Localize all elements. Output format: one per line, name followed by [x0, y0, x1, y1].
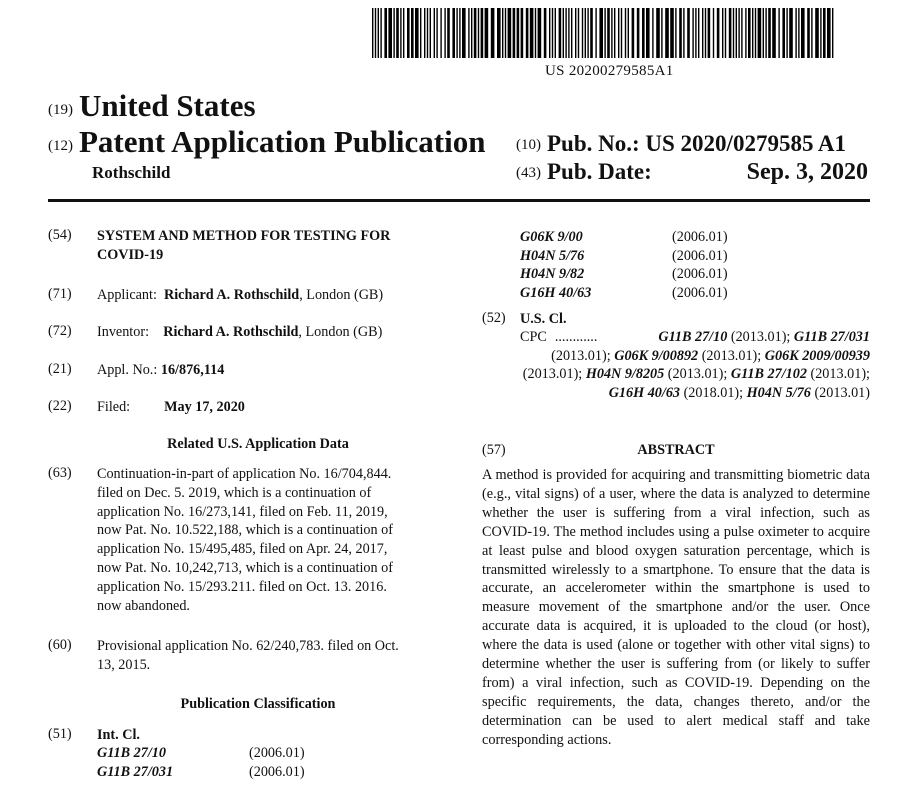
country-code: (19) — [48, 102, 73, 118]
applicant-field — [97, 286, 383, 305]
abstract-text: A method is provided for acquiring and transmitting biometric data (e.g., vital signs) of a user, where the data is analyzed to determine whether the user is suffering from a viral infection, such as COVID-19. The method includes using a pulse oximeter to acquire at least pulse and blood oxygen saturation percentage, which is transmitted wirelessly to a smartphone. To ensure that the data is accurate, an accelerometer within the smartphone is used to measure movement of the smartphone and/or the user. Once accurate data is acquired, it is uploaded to the cloud (or host), where the data is used (alone or together with other vital signs) to determine whether the user is suffering from (or likely to suffer from) a viral infection, such as COVID-19. Depending on the specific requirements, the data, changes thereto, and/or the determination can be used to alert medical staff and take corresponding actions. — [482, 467, 870, 748]
barcode-bar — [468, 8, 469, 58]
title-line-1: SYSTEM AND METHOD FOR TESTING FOR — [97, 228, 391, 244]
classification-code: G11B 27/031 — [97, 763, 174, 780]
barcode-bar — [637, 8, 640, 58]
barcode-bar — [758, 8, 762, 58]
barcode-bar — [462, 8, 466, 58]
cpc-code: G06K 2009/00939 — [764, 347, 870, 364]
barcode-bar — [471, 8, 472, 58]
barcode-bar — [614, 8, 615, 58]
barcode-bar — [656, 8, 660, 58]
barcode-bar — [632, 8, 635, 58]
barcode-bar — [565, 8, 566, 58]
barcode-bar — [427, 8, 428, 58]
barcode-bar — [485, 8, 489, 58]
cpc-version: (2013.01); — [522, 366, 586, 383]
barcode-bar — [725, 8, 726, 58]
cpc-version: (2013.01); — [551, 347, 615, 364]
barcode-bar — [713, 8, 714, 58]
barcode-bar — [552, 8, 553, 58]
barcode-bar — [380, 8, 381, 58]
barcode-bar — [378, 8, 379, 58]
filed-code: (22) — [48, 398, 72, 414]
barcode-bar — [705, 8, 706, 58]
barcode-bar — [772, 8, 776, 58]
barcode-bar — [692, 8, 693, 58]
barcode-bar — [736, 8, 737, 58]
publication-classification-heading: Publication Classification — [180, 696, 336, 712]
barcode-bar — [786, 8, 787, 58]
barcode-bar — [755, 8, 756, 58]
barcode-bar — [741, 8, 742, 58]
country-name: United States — [79, 88, 256, 123]
barcode-bar — [434, 8, 435, 58]
classification-version: (2006.01) — [249, 745, 305, 761]
cpc-code: H04N 9/8205 — [585, 366, 665, 383]
invention-title — [97, 227, 457, 265]
cpc-code: H04N 5/76 — [746, 384, 811, 401]
barcode-bar — [768, 8, 771, 58]
inventor-field — [97, 323, 382, 342]
barcode-bar — [798, 8, 799, 58]
publication-type-line — [48, 124, 485, 160]
barcode-bar — [384, 8, 387, 58]
inventor-short-name: Rothschild — [92, 163, 171, 182]
publication-number: US 2020/0279585 A1 — [645, 131, 847, 156]
barcode-bar — [683, 8, 684, 58]
classification-code: G06K 9/00 — [520, 229, 583, 245]
barcode-bar — [388, 8, 392, 58]
filed-field — [97, 398, 245, 417]
barcode-bar — [555, 8, 556, 58]
pubdate-label: Pub. Date: — [547, 159, 652, 184]
barcode-bar — [763, 8, 764, 58]
classification-row — [520, 266, 728, 283]
classification-version: (2006.01) — [249, 763, 305, 780]
classification-row — [520, 229, 728, 246]
continuation-line: now abandoned. — [97, 597, 190, 614]
cpc-code: G11B 27/031 — [793, 329, 870, 345]
barcode-bar — [372, 8, 373, 58]
barcode-bar — [521, 8, 524, 58]
barcode-bar — [595, 8, 596, 58]
barcode-bar — [474, 8, 477, 58]
classification-row — [520, 285, 728, 302]
barcode-bar — [599, 8, 603, 58]
barcode-bar — [447, 8, 450, 58]
cpc-version: (2013.01) — [810, 384, 870, 401]
barcode-bar — [625, 8, 626, 58]
barcode-bar — [748, 8, 751, 58]
cpc-classification — [520, 328, 870, 402]
barcode-bar — [411, 8, 414, 58]
classification-row — [97, 764, 305, 781]
barcode-bar — [665, 8, 669, 58]
inventor-code: (72) — [48, 323, 72, 339]
barcode-bar — [400, 8, 401, 58]
cpc-leader: ............ — [554, 329, 598, 345]
provisional-code: (60) — [48, 637, 72, 653]
barcode-bar — [661, 8, 662, 58]
barcode-bar — [444, 8, 445, 58]
continuation-text — [97, 465, 469, 615]
barcode-bar — [497, 8, 501, 58]
classification-row — [97, 745, 305, 762]
barcode-bar — [452, 8, 455, 58]
provisional-text — [97, 637, 469, 675]
barcode-bar — [505, 8, 506, 58]
pubdate-code: (43) — [516, 165, 541, 181]
cpc-label: CPC — [520, 329, 547, 345]
publication-type-code: (12) — [48, 138, 73, 154]
barcode-bar — [502, 8, 503, 58]
barcode-bar — [823, 8, 826, 58]
barcode-bar — [717, 8, 720, 58]
continuation-code: (63) — [48, 465, 72, 481]
appl-code: (21) — [48, 361, 72, 377]
barcode-bar — [585, 8, 586, 58]
barcode-bar — [440, 8, 441, 58]
uscl-code: (52) — [482, 310, 506, 326]
cpc-version: (2018.01); — [680, 384, 747, 401]
classification-code: G16H 40/63 — [520, 284, 592, 301]
classification-code: H04N 5/76 — [520, 247, 585, 264]
barcode-bar — [642, 8, 645, 58]
cpc-version: (2013.01); — [698, 347, 765, 364]
provisional-line: Provisional application No. 62/240,783. filed on Oct. — [97, 638, 399, 654]
barcode-bar — [571, 8, 572, 58]
applicant-code: (71) — [48, 286, 72, 302]
barcode-bar — [563, 8, 564, 58]
barcode-bar — [607, 8, 610, 58]
barcode-bar — [801, 8, 805, 58]
cpc-code: G06K 9/00892 — [614, 347, 699, 364]
barcode-bar — [526, 8, 529, 58]
barcode-bar — [670, 8, 674, 58]
intcl-code: (51) — [48, 726, 72, 742]
barcode-bar — [508, 8, 512, 58]
abstract-code: (57) — [482, 442, 506, 458]
barcode-bar — [459, 8, 460, 58]
appl-field — [97, 361, 224, 380]
barcode-bar — [782, 8, 785, 58]
barcode-bar — [618, 8, 619, 58]
barcode-bar — [646, 8, 650, 58]
uscl-label: U.S. Cl. — [520, 311, 567, 327]
classification-row — [520, 248, 728, 265]
classification-code: G11B 27/10 — [97, 745, 166, 761]
inventor-name: Richard A. Rothschild — [163, 324, 299, 340]
pubno-label: Pub. No.: — [547, 131, 640, 156]
appl-number: 16/876,114 — [160, 362, 225, 378]
classification-code: H04N 9/82 — [520, 266, 585, 283]
title-line-2: COVID-19 — [97, 246, 164, 263]
barcode-bar — [456, 8, 457, 58]
barcode-bar — [415, 8, 419, 58]
barcode-bar — [513, 8, 516, 58]
barcode-bar — [652, 8, 653, 58]
applicant-label: Applicant: — [97, 287, 157, 303]
continuation-line: application No. 15/495,485, filed on Apr. 24, 2017, — [97, 541, 388, 558]
barcode-bar — [702, 8, 703, 58]
cpc-version: (2013.01); — [727, 329, 794, 345]
publication-date: Sep. 3, 2020 — [746, 159, 868, 185]
publication-number-line — [516, 131, 846, 157]
barcode-bar — [738, 8, 739, 58]
publication-date-line — [516, 159, 868, 185]
publication-type: Patent Application Publication — [79, 124, 486, 159]
country-line — [48, 88, 256, 124]
cpc-code: G11B 27/102 — [730, 366, 807, 383]
barcode-bar — [832, 8, 833, 58]
barcode-bar — [687, 8, 690, 58]
barcode-bar — [729, 8, 732, 58]
barcode-bar — [698, 8, 699, 58]
barcode-bar — [549, 8, 550, 58]
barcode-bar — [611, 8, 612, 58]
continuation-line: filed on Dec. 5. 2019, which is a continuation of — [97, 484, 372, 501]
barcode-bar — [628, 8, 629, 58]
continuation-line: application No. 16/273,141, filed on Feb. 11, 2019, — [97, 503, 388, 520]
classification-version: (2006.01) — [672, 247, 728, 264]
applicant-location: , London (GB) — [299, 287, 384, 303]
barcode-bar — [745, 8, 746, 58]
barcode-bar — [587, 8, 588, 58]
barcode-bar — [481, 8, 484, 58]
barcode-bar — [815, 8, 819, 58]
barcode — [372, 8, 836, 58]
inventor-label: Inventor: — [97, 324, 150, 340]
barcode-bar — [778, 8, 779, 58]
barcode-bar — [811, 8, 812, 58]
barcode-bar — [578, 8, 579, 58]
barcode-bar — [568, 8, 569, 58]
continuation-line: now Pat. No. 10,242,713, which is a continuation of — [97, 559, 393, 576]
header-rule — [48, 199, 870, 202]
barcode-number: US 20200279585A1 — [545, 63, 674, 79]
intcl-label: Int. Cl. — [97, 727, 140, 743]
continuation-line: Continuation-in-part of application No. 16/704,844. — [97, 466, 392, 482]
barcode-bar — [733, 8, 734, 58]
cpc-version: (2013.01); — [664, 366, 731, 383]
applicant-name: Richard A. Rothschild — [163, 287, 300, 303]
barcode-bar — [679, 8, 682, 58]
barcode-bar — [375, 8, 376, 58]
classification-version: (2006.01) — [672, 266, 728, 283]
barcode-bar — [795, 8, 796, 58]
barcode-bar — [396, 8, 399, 58]
barcode-bar — [582, 8, 583, 58]
cpc-code: G16H 40/63 — [608, 384, 681, 401]
barcode-bar — [752, 8, 753, 58]
barcode-bar — [544, 8, 547, 58]
abstract-heading: ABSTRACT — [637, 442, 715, 458]
barcode-bar — [559, 8, 562, 58]
barcode-bar — [675, 8, 676, 58]
cpc-code: G11B 27/10 — [658, 329, 728, 345]
barcode-bar — [535, 8, 536, 58]
filed-date: May 17, 2020 — [164, 399, 245, 415]
barcode-bar — [827, 8, 831, 58]
barcode-bar — [722, 8, 723, 58]
barcode-bar — [430, 8, 431, 58]
related-data-heading: Related U.S. Application Data — [167, 436, 349, 452]
title-code: (54) — [48, 227, 72, 243]
barcode-bar — [820, 8, 821, 58]
filed-label: Filed: — [97, 399, 131, 415]
appl-label: Appl. No.: — [97, 362, 158, 378]
barcode-bar — [590, 8, 593, 58]
provisional-line: 13, 2015. — [97, 656, 151, 673]
barcode-bar — [530, 8, 534, 58]
barcode-bar — [491, 8, 495, 58]
classification-version: (2006.01) — [672, 284, 728, 301]
barcode-bar — [424, 8, 425, 58]
classification-version: (2006.01) — [672, 229, 728, 245]
barcode-bar — [604, 8, 605, 58]
barcode-bar — [403, 8, 404, 58]
barcode-bar — [478, 8, 479, 58]
barcode-bar — [575, 8, 576, 58]
barcode-bar — [807, 8, 810, 58]
barcode-bar — [538, 8, 542, 58]
pubno-code: (10) — [516, 137, 541, 153]
continuation-line: now Pat. No. 10.522,188, which is a continuation of — [97, 522, 393, 539]
barcode-bar — [436, 8, 437, 58]
barcode-bar — [789, 8, 793, 58]
barcode-bar — [708, 8, 711, 58]
inventor-location: , London (GB) — [298, 324, 383, 340]
barcode-bar — [621, 8, 622, 58]
barcode-bar — [407, 8, 410, 58]
barcode-bar — [695, 8, 696, 58]
continuation-line: application No. 15/293.211. filed on Oct. 13. 2016. — [97, 578, 387, 595]
barcode-bar — [517, 8, 520, 58]
cpc-version: (2013.01); — [806, 366, 870, 383]
barcode-bar — [393, 8, 394, 58]
barcode-bar — [765, 8, 766, 58]
barcode-bar — [420, 8, 421, 58]
